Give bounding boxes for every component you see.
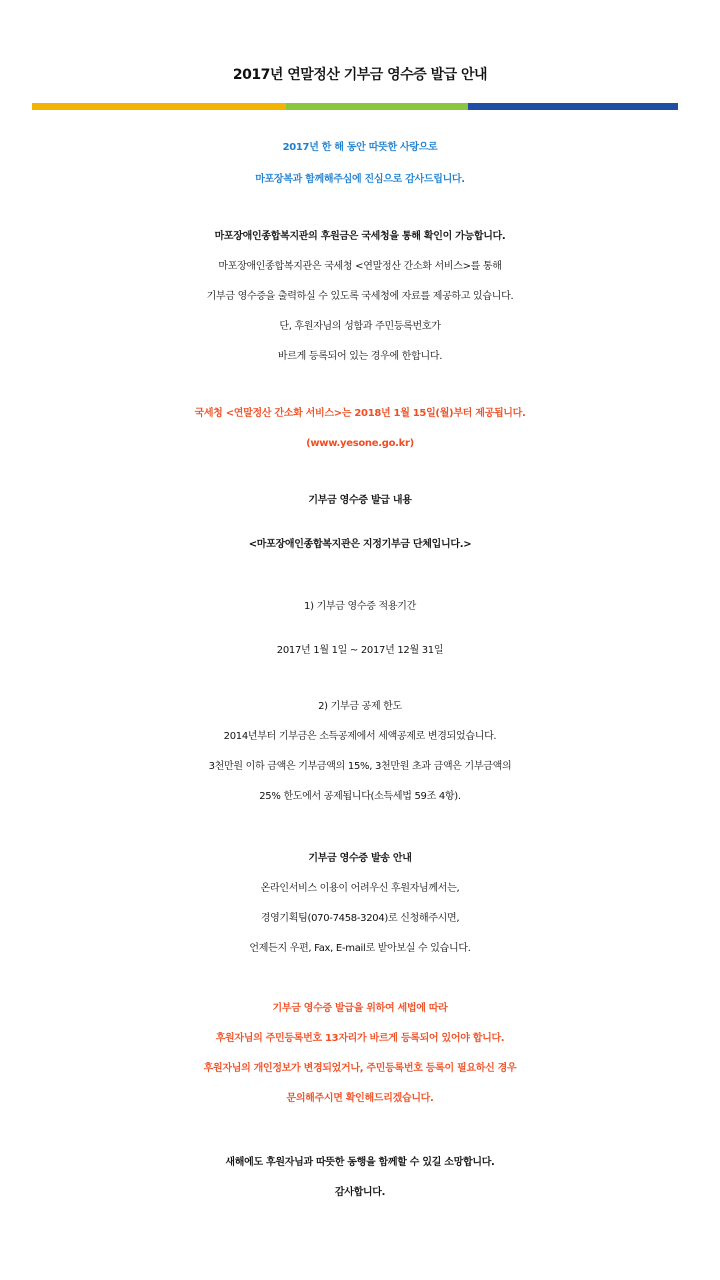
warning-section	[0, 994, 720, 1114]
delivery-heading: 기부금 영수증 발송 안내	[308, 853, 412, 864]
delivery-line-3: 언제든지 우편, Fax, E-mail로 받아보실 수 있습니다.	[249, 943, 471, 954]
closing-section	[0, 1148, 720, 1208]
warning-line-3: 후원자님의 개인정보가 변경되었거나, 주민등록번호 등록이 필요하신 경우	[203, 1063, 517, 1074]
nts-line-1: 마포장애인종합복지관은 국세청 <연말정산 간소화 서비스>를 통해	[218, 261, 502, 272]
period-value-block	[0, 636, 720, 666]
period-label-block	[0, 592, 720, 622]
service-url: (www.yesone.go.kr)	[306, 438, 414, 449]
warning-line-1: 기부금 영수증 발급을 위하여 세법에 따라	[272, 1003, 448, 1014]
warning-line-2: 후원자님의 주민등록번호 13자리가 바르게 등록되어 있어야 합니다.	[215, 1033, 505, 1044]
intro-line-1: 2017년 한 해 동안 따뜻한 사랑으로	[282, 142, 438, 153]
limit-label: 2) 기부금 공제 한도	[318, 701, 402, 712]
page-title: 2017년 연말정산 기부금 영수증 발급 안내	[232, 67, 488, 83]
receipt-content-subheading	[0, 530, 720, 560]
nts-heading: 마포장애인종합복지관의 후원금은 국세청을 통해 확인이 가능합니다.	[214, 231, 506, 242]
intro-message	[0, 132, 720, 196]
divider-green-segment	[286, 103, 468, 110]
limit-section	[0, 692, 720, 812]
nts-line-2: 기부금 영수증을 출력하실 수 있도록 국세청에 자료를 제공하고 있습니다.	[206, 291, 514, 302]
nts-section	[0, 222, 720, 372]
divider-yellow-segment	[32, 103, 286, 110]
nts-line-3: 단, 후원자님의 성함과 주민등록번호가	[279, 321, 441, 332]
period-label: 1) 기부금 영수증 적용기간	[304, 601, 416, 612]
receipt-content-title: 기부금 영수증 발급 내용	[308, 495, 412, 506]
limit-line-2: 3천만원 이하 금액은 기부금액의 15%, 3천만원 초과 금액은 기부금액의	[208, 761, 512, 772]
receipt-content-heading	[0, 486, 720, 516]
service-notice-line-1: 국세청 <연말정산 간소화 서비스>는 2018년 1월 15일(월)부터 제공됩니다.	[194, 408, 526, 419]
closing-line-2: 감사합니다.	[334, 1187, 386, 1198]
closing-line-1: 새해에도 후원자님과 따뜻한 동행을 함께할 수 있길 소망합니다.	[225, 1157, 495, 1168]
warning-line-4: 문의해주시면 확인해드리겠습니다.	[286, 1093, 434, 1104]
period-value: 2017년 1월 1일 ~ 2017년 12월 31일	[276, 645, 444, 656]
receipt-content-subtitle: <마포장애인종합복지관은 지정기부금 단체입니다.>	[248, 539, 472, 550]
delivery-section	[0, 844, 720, 964]
service-notice	[0, 399, 720, 459]
divider-blue-segment	[468, 103, 678, 110]
delivery-line-2: 경영기획팀(070-7458-3204)로 신청해주시면,	[260, 913, 460, 924]
delivery-line-1: 온라인서비스 이용이 어려우신 후원자님께서는,	[260, 883, 460, 894]
limit-line-1: 2014년부터 기부금은 소득공제에서 세액공제로 변경되었습니다.	[223, 731, 497, 742]
nts-line-4: 바르게 등록되어 있는 경우에 한합니다.	[277, 351, 443, 362]
title-divider	[32, 103, 678, 110]
limit-line-3: 25% 한도에서 공제됩니다(소득세법 59조 4항).	[259, 791, 461, 802]
intro-line-2: 마포장복과 함께해주심에 진심으로 감사드립니다.	[255, 174, 465, 185]
